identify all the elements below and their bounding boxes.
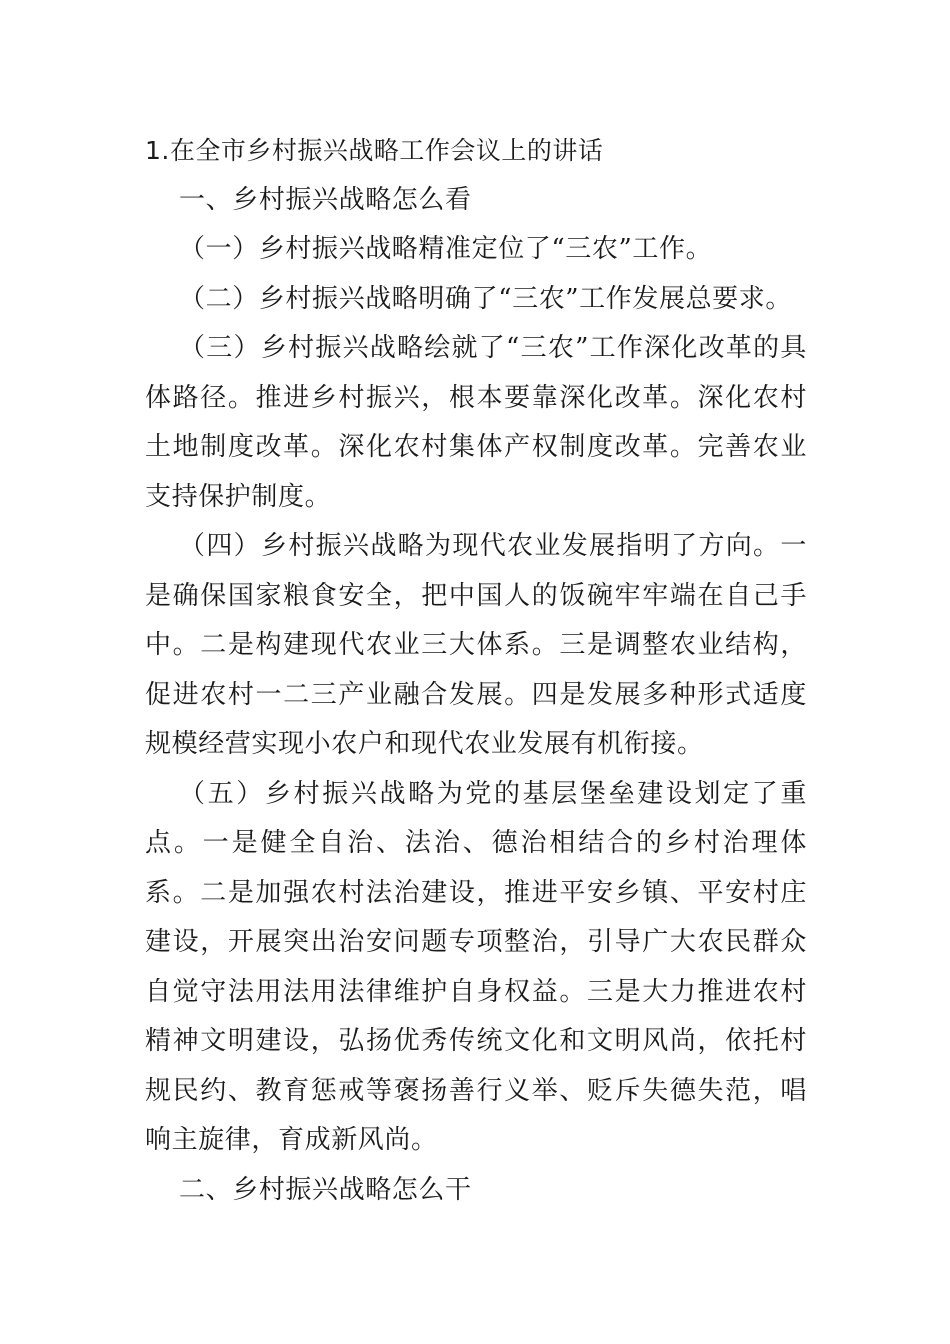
- document-title: 1.在全市乡村振兴战略工作会议上的讲话: [145, 136, 604, 165]
- paragraph-item-2: （二）乡村振兴战略明确了“三农”工作发展总要求。: [179, 283, 792, 314]
- paragraph-item-3: （三）乡村振兴战略绘就了“三农”工作深化改革的具体路径。推进乡村振兴，根本要靠深化改革。深化农村土地制度改革。深化农村集体产权制度改革。完善农业支持保护制度。: [145, 333, 807, 512]
- document-page: [145, 126, 807, 1215]
- paragraph-item-5: （五）乡村振兴战略为党的基层堡垒建设划定了重点。一是健全自治、法治、德治相结合的乡村治理体系。二是加强农村法治建设，推进平安乡镇、平安村庄建设，开展突出治安问题专项整治，引导广大农民群众自觉守法用法用法律维护自身权益。三是大力推进农村精神文明建设，弘扬优秀传统文化和文明风尚，依托村规民约、教育惩戒等褒扬善行义举、贬斥失德失范，唱响主旋律，育成新风尚。: [145, 778, 807, 1155]
- section-heading-2: 二、乡村振兴战略怎么干: [179, 1174, 472, 1205]
- paragraph-item-1: （一）乡村振兴战略精准定位了“三农”工作。: [179, 234, 713, 264]
- paragraph-item-4: （四）乡村振兴战略为现代农业发展指明了方向。一是确保国家粮食安全，把中国人的饭碗牢牢端在自己手中。二是构建现代农业三大体系。三是调整农业结构，促进农村一二三产业融合发展。四是发展多种形式适度规模经营实现小农户和现代农业发展有机衔接。: [145, 531, 807, 759]
- section-heading-1: 一、乡村振兴战略怎么看: [179, 184, 472, 215]
